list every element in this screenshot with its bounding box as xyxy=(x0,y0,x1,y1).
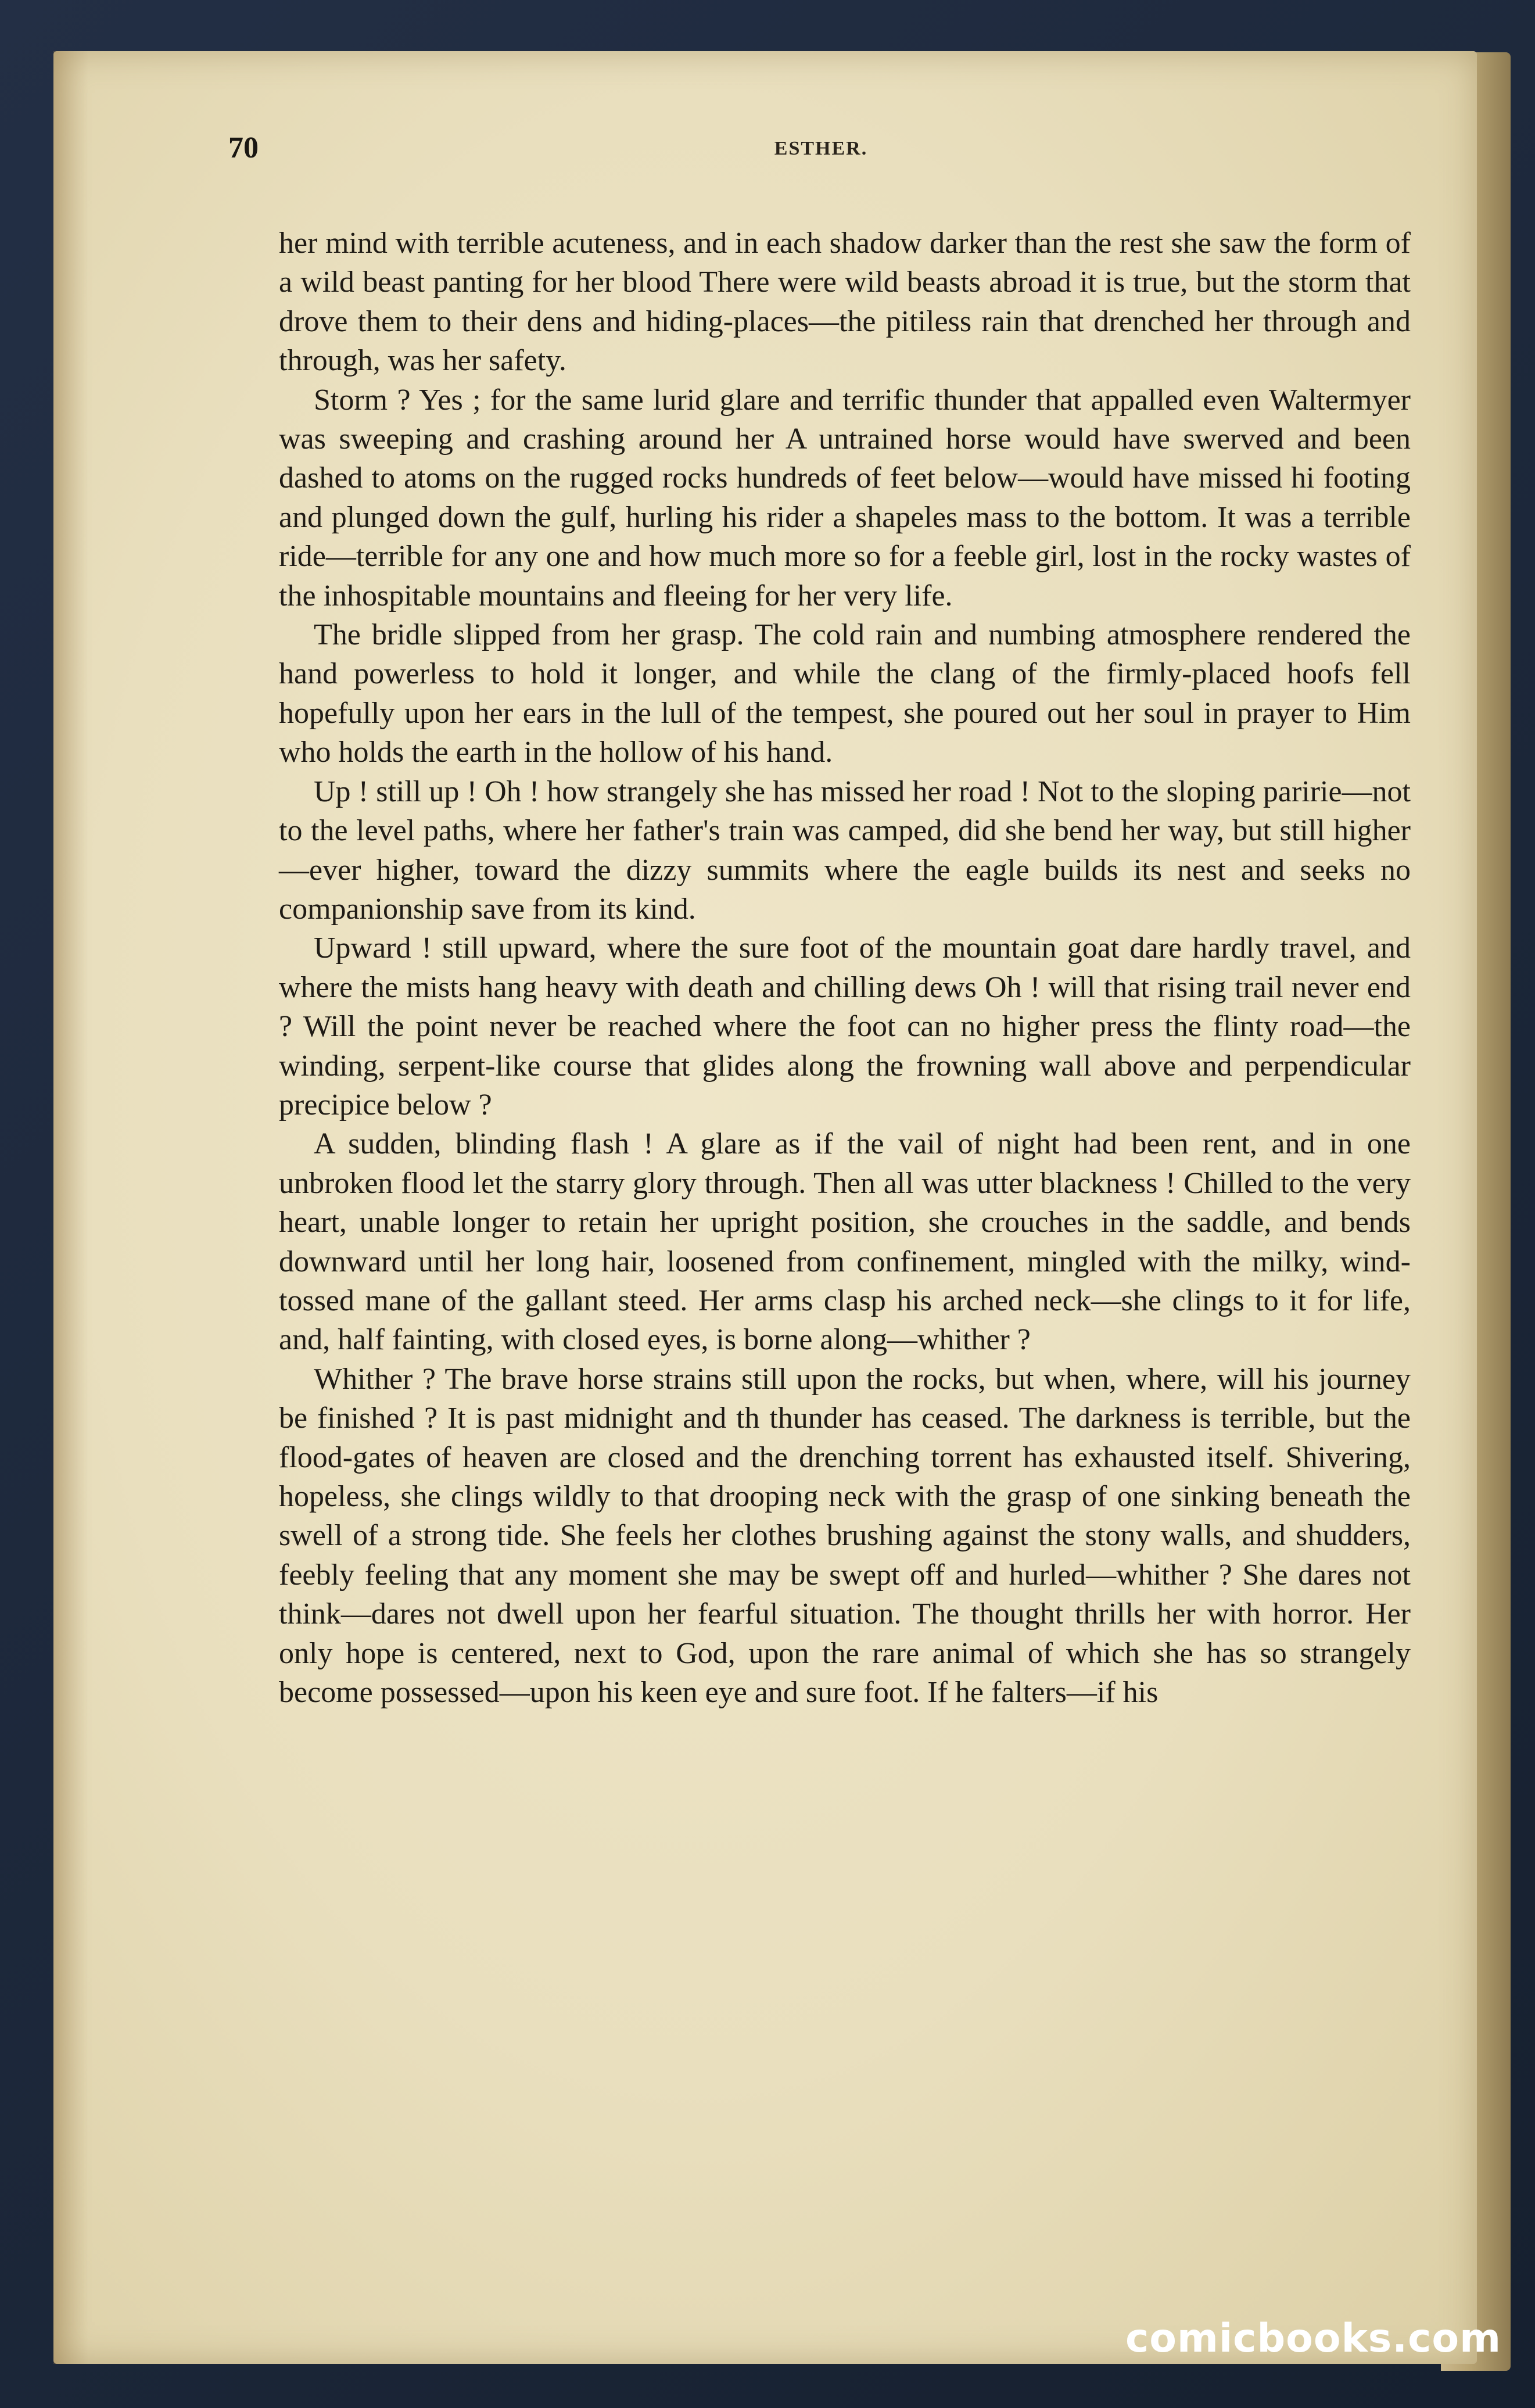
page-number: 70 xyxy=(228,131,259,164)
page-header xyxy=(228,131,1414,177)
watermark: comicbooks.com xyxy=(1125,2316,1501,2362)
running-head: ESTHER. xyxy=(774,138,868,159)
paragraph: Whither ? The brave horse strains still upon the rocks, but when, where, will his journey be finished ? It is past midnight and th thunder has ceased. The darkness is terrible, but the flood-gates of heaven are closed and the drenching torrent has exhausted itself. Shivering, hopeless, she clings wildly to that drooping neck with the grasp of one sinking beneath the swell of a strong tide. She feels her clothes brushing against the stony walls, and shudders, feebly feeling that any moment she may be swept off and hurled—whither ? She dares not think—dares not dwell upon her fearful situation. The thought thrills her with horror. Her only hope is centered, next to God, upon the rare animal of which she has so strangely become possessed—upon his keen eye and sure foot. If he falters—if his xyxy=(279,1362,1411,1710)
paragraph: Storm ? Yes ; for the same lurid glare and terrific thunder that appalled even Waltermyer was sweeping and crashing around her A untrained horse would have swerved and been dashed to atoms on the rugged rocks hundreds of feet below—would have missed hi footing and plunged down the gulf, hurling his rider a shapeles mass to the bottom. It was a terrible ride—terrible for any one and how much more so for a feeble girl, lost in the rocky wastes of the inhospitable mountains and fleeing for her very life. xyxy=(279,383,1411,612)
paragraph: Upward ! still upward, where the sure foot of the mountain goat dare hardly travel, and where the mists hang heavy with death and chilling dews Oh ! will that rising trail never end ? Will the point never be reached where the foot can no higher press the flinty road—the winding, serpent-like course that glides along the frowning wall above and perpendicular precipice below ? xyxy=(279,931,1411,1121)
gutter-shade xyxy=(53,51,88,2364)
paragraph: her mind with terrible acuteness, and in each shadow darker than the rest she saw the form of a wild beast panting for her blood There were wild beasts abroad it is true, but the storm that drove them to their dens and hiding-places—the pitiless rain that drenched her through and through, was her safety. xyxy=(279,227,1411,378)
body-text xyxy=(279,224,1411,1712)
paragraph: A sudden, blinding flash ! A glare as if the vail of night had been rent, and in one unbroken flood let the starry glory through. Then all was utter blackness ! Chilled to the very heart, unable longer to retain her upright position, she crouches in the saddle, and bends downward until her long hair, loosened from confinement, mingled with the milky, wind-tossed mane of the gallant steed. Her arms clasp his arched neck—she clings to it for life, and, half fainting, with closed eyes, is borne along—whither ? xyxy=(279,1127,1411,1357)
paragraph: Up ! still up ! Oh ! how strangely she has missed her road ! Not to the sloping paririe—not to the level paths, where her father's train was camped, did she bend her way, but still higher—ever higher, toward the dizzy summits where the eagle builds its nest and seeks no companionship save from its kind. xyxy=(279,775,1411,926)
paragraph: The bridle slipped from her grasp. The cold rain and numbing atmosphere rendered the hand powerless to hold it longer, and while the clang of the firmly-placed hoofs fell hopefully upon her ears in the lull of the tempest, she poured out her soul in prayer to Him who holds the earth in the hollow of his hand. xyxy=(279,618,1411,769)
